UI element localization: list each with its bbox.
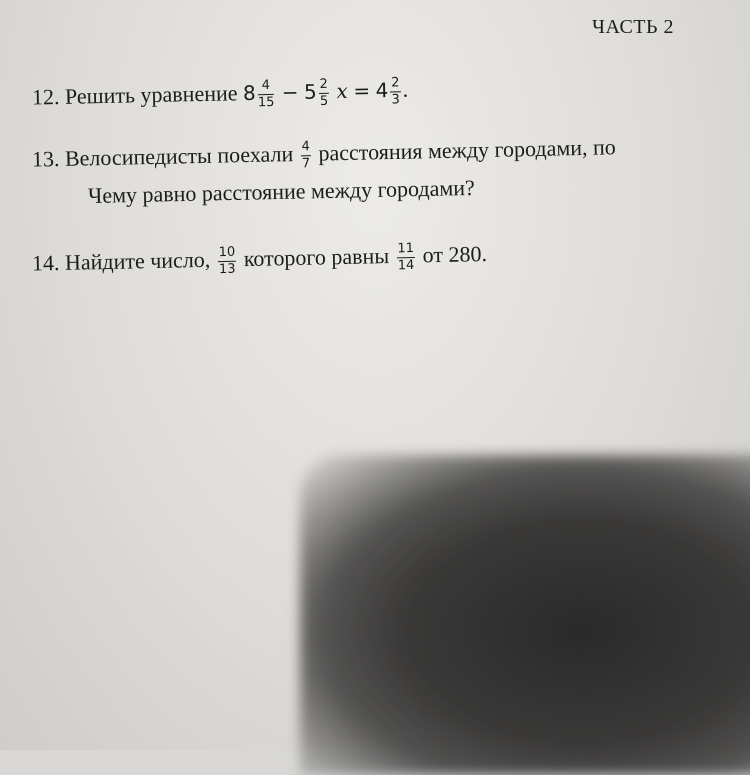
fraction-13 [300,140,311,171]
fraction-14-a-denominator: 13 [218,261,236,278]
fraction-14-b-numerator: 11 [396,242,415,258]
mixed-whole-1: 8 [242,80,256,106]
section-header: ЧАСТЬ 2 [592,16,674,38]
problem-13-text-after: расстояния между городами, по [318,134,617,166]
problem-12-text: Решить уравнение [64,80,238,109]
problem-13-number: 13. [31,145,60,172]
fraction-14-a [217,246,236,277]
hand-shadow [300,455,750,775]
problem-14 [32,240,488,281]
fraction-2-denominator: 5 [319,93,329,109]
fraction-14-b [396,242,415,273]
fraction-13-denominator: 7 [301,156,311,172]
fraction-13-numerator: 4 [300,140,311,156]
problem-13-text-before: Велосипедисты поехали [64,141,294,171]
minus-sign: − [281,79,299,105]
fraction-1-numerator: 4 [257,79,274,95]
problem-14-text-3: от 280. [422,241,488,268]
problem-13-line-2: Чему равно расстояние между городами? [87,174,476,208]
end-period: . [402,76,409,102]
problem-12-number: 12. [31,83,60,110]
variable-x: x [336,78,349,104]
problem-14-number: 14. [31,249,60,276]
equals-sign: = [353,78,371,103]
mixed-whole-3: 4 [375,78,389,103]
mixed-whole-2: 5 [303,79,318,104]
fraction-3-denominator: 3 [391,92,400,108]
problem-14-text-1: Найдите число, [64,246,211,275]
fraction-1-denominator: 15 [257,94,275,111]
fraction-3 [390,76,401,107]
fraction-2-numerator: 2 [318,78,329,94]
fraction-1 [257,79,274,110]
problem-14-text-2: которого равны [243,243,390,272]
problem-12 [32,76,409,115]
fraction-14-a-numerator: 10 [217,246,236,262]
fraction-2 [318,78,329,109]
problem-13-line-1 [32,134,616,177]
fraction-14-b-denominator: 14 [397,257,415,274]
fraction-3-numerator: 2 [390,76,401,92]
